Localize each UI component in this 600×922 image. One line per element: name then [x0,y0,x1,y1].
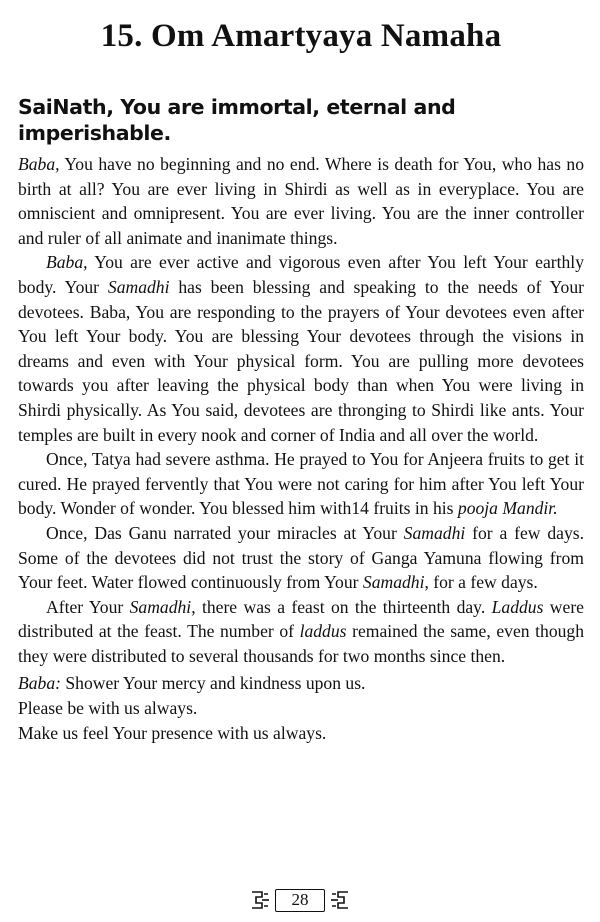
italic-text: Samadhi [129,596,192,617]
page-number: 28 [275,889,325,912]
closing-line-1-text: Shower Your mercy and kindness upon us. [61,673,366,694]
text-run: , there was a feast on the thirteenth day. [191,596,492,617]
right-ornament-icon [331,888,349,912]
chapter-title: 15. Om Amartyaya Namaha [100,18,502,54]
chapter-heading: SaiNath, You are immortal, eternal and imperishable. [18,95,456,145]
text-run: Once, Das Ganu narrated your miracles at Your [46,522,404,543]
closing-prayer [18,671,584,745]
italic-text: pooja Mandir. [457,498,558,519]
italic-text: Laddus [491,596,544,617]
text-run: for a few days. Some of the devotees did not trust the story of Ganga Yamuna flowing from Your feet. Water flowed continuously from Your [18,522,584,593]
left-ornament-icon [251,888,269,912]
italic-text: Baba, [46,252,88,273]
paragraph [18,595,584,669]
italic-text: Samadhi [107,276,170,297]
text-run: After Your [46,596,130,617]
text-run: Once, Tatya had severe asthma. He prayed to You for Anjeera fruits to get it cured. He prayed fervently that You were not caring for him after You left Your body. Wonder of wonder. You blessed him with14 fruits in his [18,449,584,519]
italic-text: Baba, [18,154,60,174]
page-footer [0,884,600,916]
closing-line-1 [18,671,584,696]
closing-lead: Baba: [18,673,61,694]
text-run: , for a few days. [424,572,538,593]
body-text [18,152,584,668]
italic-text: laddus [299,621,347,642]
paragraph [18,250,584,447]
paragraph [18,521,584,595]
text-run: You have no beginning and no end. Where is death for You, who has no birth at all? You are ever living in Shirdi as well as in everyplace. You are omniscient and omnipresent. You are ever living. You are the inner controller and ruler of all animate and inanimate things. [18,154,584,248]
text-run: You are ever active and vigorous even after You left Your earthly body. Your [18,252,584,297]
italic-text: Samadhi [362,572,425,593]
italic-text: Samadhi [403,522,466,543]
paragraph [18,447,584,521]
closing-line-3: Make us feel Your presence with us always. [18,722,327,743]
text-run: were distributed at the feast. The number of [18,596,584,642]
text-run: remained the same, even though they were distributed to several thousands for two months since then. [18,621,585,666]
paragraph [18,152,584,250]
closing-line-2: Please be with us always. [18,698,198,719]
text-run: has been blessing and speaking to the needs of Your devotees. Baba, You are responding to the prayers of Your devotees even after You left Your body. You are blessing Your devotees through the visions in dreams and even with Your physical form. You are pulling more devotees towards you after leaving the physical body than when You were living in Shirdi physically. As You said, devotees are thronging to Shirdi like ants. Your temples are built in every nook and corner of India and all over the world. [18,276,584,445]
